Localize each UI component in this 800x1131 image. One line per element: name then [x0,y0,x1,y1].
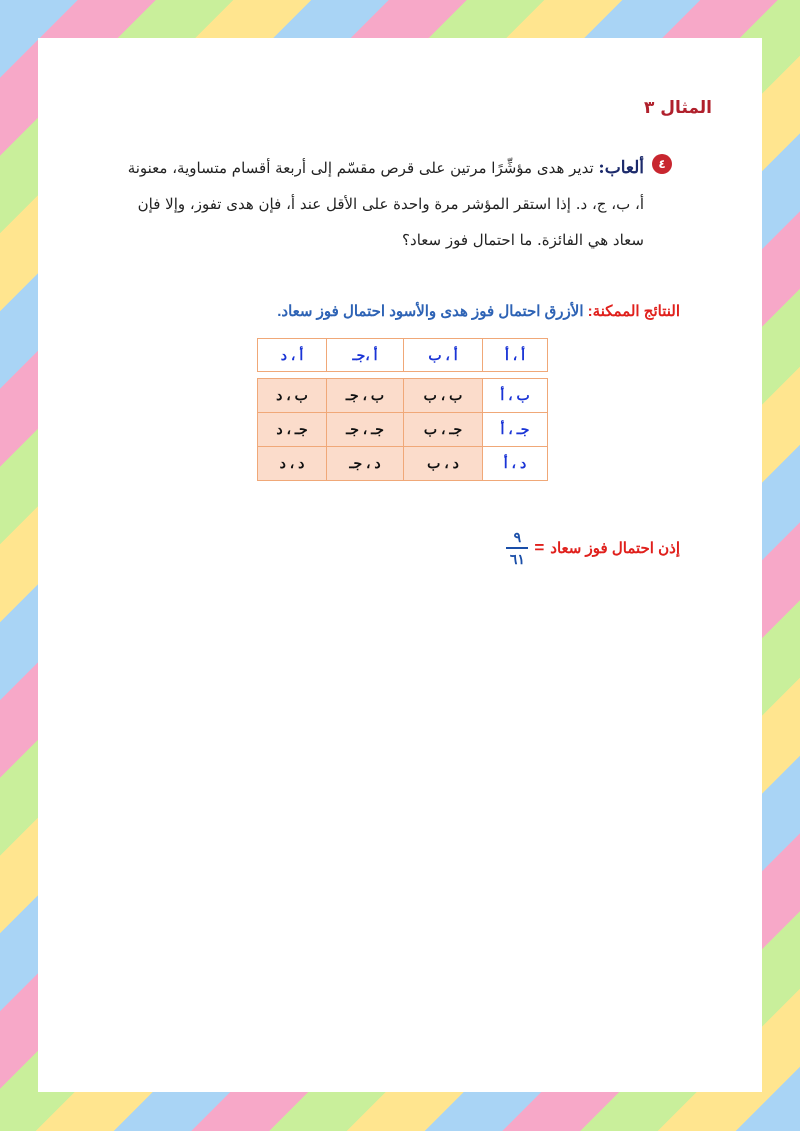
table-header-cell: أ ، د [258,339,327,372]
table-cell: د ، ب [404,447,483,481]
table-cell: جـ ، ب [404,413,483,447]
example-title: المثال ٣ [644,98,712,118]
fraction-denominator: ٦١ [509,550,525,567]
outcomes-table [257,338,548,481]
table-row [258,447,548,481]
fraction-bar [506,547,528,549]
table-header-cell: أ ،جـ [327,339,404,372]
conclusion [506,528,680,568]
table-cell: جـ ، أ [483,413,548,447]
conclusion-text: إذن احتمال فوز سعاد [550,539,680,557]
table-cell: ب ، ب [404,379,483,413]
question-number-badge: ٤ [652,154,672,174]
table-header-row [258,339,548,372]
outcomes-title: النتائج الممكنة: [587,303,680,320]
table-cell: د ، أ [483,447,548,481]
table-cell: ب ، د [258,379,327,413]
table-cell: جـ ، جـ [327,413,404,447]
table-cell: ب ، أ [483,379,548,413]
table-row [258,413,548,447]
table-cell: د ، جـ [327,447,404,481]
problem-text: تدير هدى مؤشِّرًا مرتين على قرص مقسّم إلى أربعة أقسام متساوية، معنونة أ، ب، ج، د. إذا استقر المؤشر مرة واحدة على الأقل عند أ، فإن هدى تفوز، وإلا فإن سعاد هي الفائزة. ما احتمال فوز سعاد؟ [127,159,644,249]
table-cell: جـ ، د [258,413,327,447]
problem-topic: ألعاب: [598,158,644,178]
equals-sign: = [534,537,545,557]
outcomes-legend: الأزرق احتمال فوز هدى والأسود احتمال فوز سعاد. [277,303,584,320]
table-header-cell: أ ، أ [483,339,548,372]
problem-text-block [122,150,644,258]
probability-fraction [506,528,528,568]
table-row [258,379,548,413]
table-cell: د ، د [258,447,327,481]
table-cell: ب ، جـ [327,379,404,413]
table-header-cell: أ ، ب [404,339,483,372]
fraction-numerator: ٩ [513,529,522,545]
outcomes-heading [277,302,680,320]
table-spacer [258,372,548,379]
